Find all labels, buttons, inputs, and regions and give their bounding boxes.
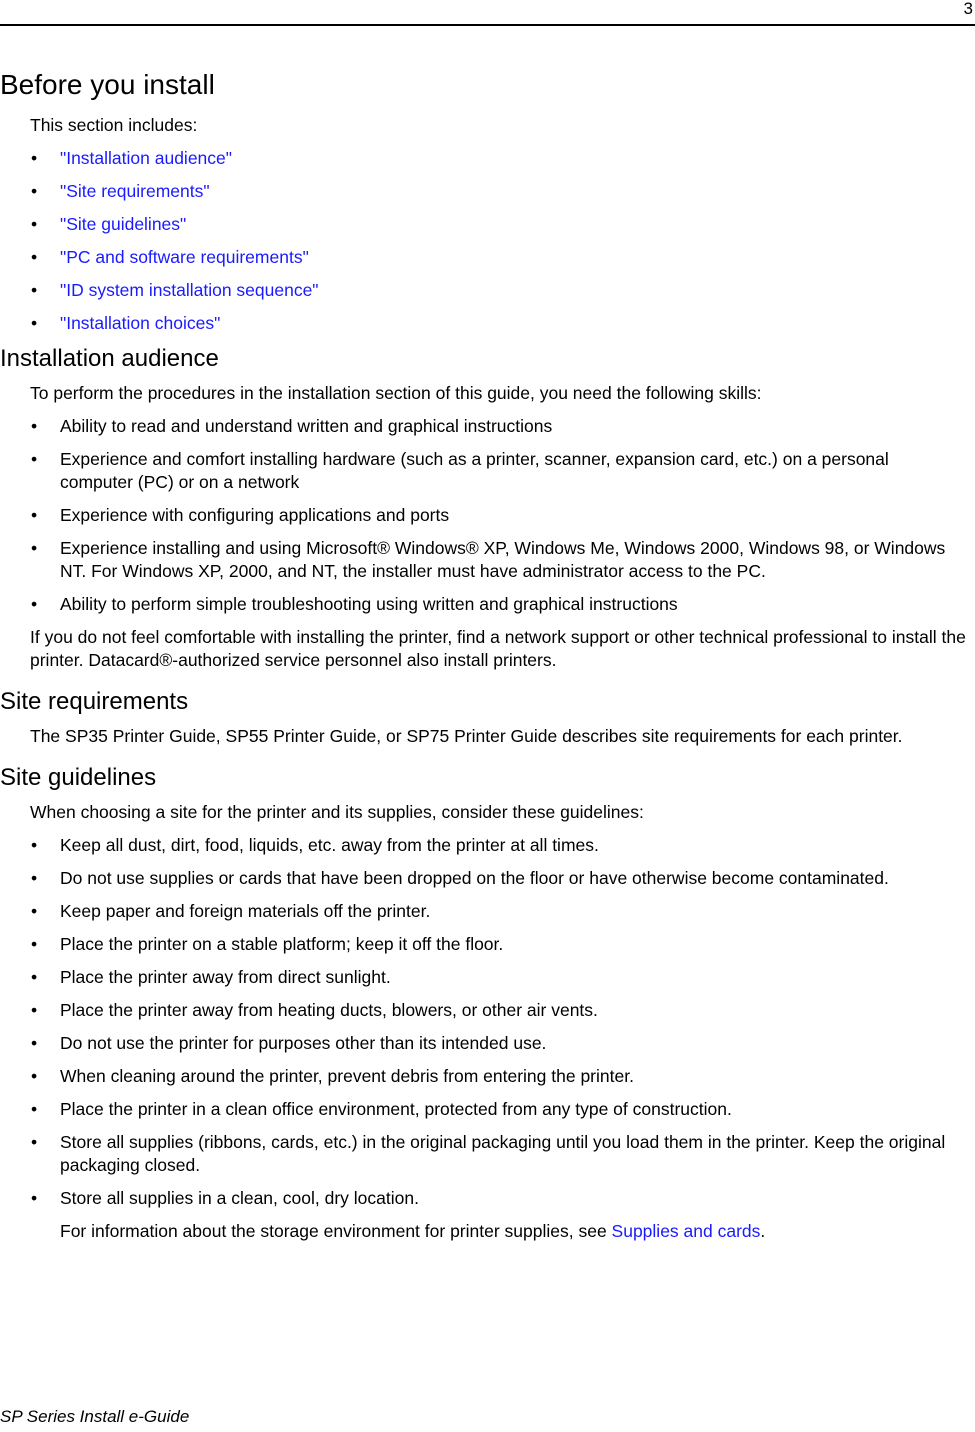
list-item	[0, 1032, 975, 1055]
page-number: 3	[963, 0, 973, 18]
list-item-text: Ability to perform simple troubleshooting using written and graphical instructions	[60, 594, 678, 614]
supplies-and-cards-link[interactable]: Supplies and cards	[611, 1221, 761, 1241]
bullet: •	[31, 1188, 38, 1208]
list-item	[0, 867, 975, 890]
audience-intro: To perform the procedures in the installation section of this guide, you need the following skills:	[30, 383, 762, 403]
intro-text: This section includes:	[30, 115, 198, 135]
toc-item	[0, 279, 975, 302]
header-rule	[0, 24, 975, 26]
bullet: •	[31, 1066, 38, 1086]
bullet: •	[31, 181, 38, 201]
list-item-text: When cleaning around the printer, prevent debris from entering the printer.	[60, 1066, 634, 1086]
heading-site-requirements: Site requirements	[0, 688, 189, 715]
toc-link-site-guidelines[interactable]: "Site guidelines"	[60, 214, 187, 234]
list-item-text: Place the printer in a clean office environment, protected from any type of construction.	[60, 1099, 732, 1119]
list-item	[0, 999, 975, 1022]
list-item	[0, 537, 975, 583]
audience-outro: If you do not feel comfortable with installing the printer, find a network support or other technical professional to install the printer. Datacard®-authorized service personnel also install printers.	[30, 627, 966, 670]
bullet: •	[31, 868, 38, 888]
bullet: •	[31, 967, 38, 987]
list-item	[0, 1131, 975, 1177]
bullet: •	[31, 449, 38, 469]
bullet: •	[31, 247, 38, 267]
toc-link-site-requirements[interactable]: "Site requirements"	[60, 181, 210, 201]
list-item-text: Experience with configuring applications and ports	[60, 505, 450, 525]
list-item-text: Store all supplies (ribbons, cards, etc.) in the original packaging until you load them in the printer. Keep the original packaging closed.	[60, 1132, 946, 1175]
list-item	[0, 1187, 975, 1210]
list-item	[0, 1065, 975, 1088]
list-item-text: Place the printer away from heating ducts, blowers, or other air vents.	[60, 1000, 598, 1020]
list-item-text: Place the printer away from direct sunlight.	[60, 967, 391, 987]
heading-site-guidelines: Site guidelines	[0, 764, 157, 791]
list-item	[0, 448, 975, 494]
guidelines-list	[0, 834, 975, 1210]
page-title: Before you install	[0, 69, 215, 100]
bullet: •	[31, 214, 38, 234]
footer-title: SP Series Install e-Guide	[0, 1407, 190, 1426]
list-item	[0, 834, 975, 857]
toc-link-installation-audience[interactable]: "Installation audience"	[60, 148, 232, 168]
toc-item	[0, 213, 975, 236]
list-item-text: Place the printer on a stable platform; keep it off the floor.	[60, 934, 504, 954]
list-item-text: Store all supplies in a clean, cool, dry location.	[60, 1188, 419, 1208]
list-item-text: Do not use the printer for purposes other than its intended use.	[60, 1033, 547, 1053]
list-item	[0, 966, 975, 989]
toc-link-installation-choices[interactable]: "Installation choices"	[60, 313, 221, 333]
list-item	[0, 1098, 975, 1121]
section-toc	[0, 147, 975, 335]
bullet: •	[31, 1132, 38, 1152]
toc-item	[0, 312, 975, 335]
toc-link-installation-sequence[interactable]: "ID system installation sequence"	[60, 280, 319, 300]
bullet: •	[31, 835, 38, 855]
bullet: •	[31, 594, 38, 614]
storage-note	[60, 1220, 975, 1243]
list-item-text: Keep paper and foreign materials off the printer.	[60, 901, 431, 921]
requirements-text: The SP35 Printer Guide, SP55 Printer Guide, or SP75 Printer Guide describes site requirements for each printer.	[30, 726, 903, 746]
bullet: •	[31, 280, 38, 300]
toc-link-pc-software-requirements[interactable]: "PC and software requirements"	[60, 247, 309, 267]
list-item	[0, 900, 975, 923]
list-item-text: Ability to read and understand written and graphical instructions	[60, 416, 553, 436]
list-item	[0, 933, 975, 956]
bullet: •	[31, 148, 38, 168]
bullet: •	[31, 934, 38, 954]
toc-item	[0, 246, 975, 269]
list-item-text: Keep all dust, dirt, food, liquids, etc. away from the printer at all times.	[60, 835, 599, 855]
bullet: •	[31, 1000, 38, 1020]
storage-note-end: .	[760, 1221, 766, 1241]
bullet: •	[31, 505, 38, 525]
guidelines-intro: When choosing a site for the printer and its supplies, consider these guidelines:	[30, 802, 644, 822]
audience-skills-list	[0, 415, 975, 616]
bullet: •	[31, 538, 38, 558]
list-item-text: Experience installing and using Microsoft® Windows® XP, Windows Me, Windows 2000, Windows 98, or Windows NT. For Windows XP, 2000, and NT, the installer must have administrator access to the PC.	[60, 538, 946, 581]
heading-installation-audience: Installation audience	[0, 345, 219, 372]
toc-item	[0, 180, 975, 203]
list-item-text: Do not use supplies or cards that have been dropped on the floor or have otherwise become contaminated.	[60, 868, 889, 888]
list-item-text: Experience and comfort installing hardware (such as a printer, scanner, expansion card, etc.) on a personal computer (PC) or on a network	[60, 449, 889, 492]
bullet: •	[31, 901, 38, 921]
bullet: •	[31, 1099, 38, 1119]
toc-item	[0, 147, 975, 170]
bullet: •	[31, 416, 38, 436]
list-item	[0, 593, 975, 616]
bullet: •	[31, 1033, 38, 1053]
list-item	[0, 504, 975, 527]
bullet: •	[31, 313, 38, 333]
storage-note-text: For information about the storage environment for printer supplies, see	[60, 1221, 612, 1241]
list-item	[0, 415, 975, 438]
page-content	[0, 68, 975, 1253]
